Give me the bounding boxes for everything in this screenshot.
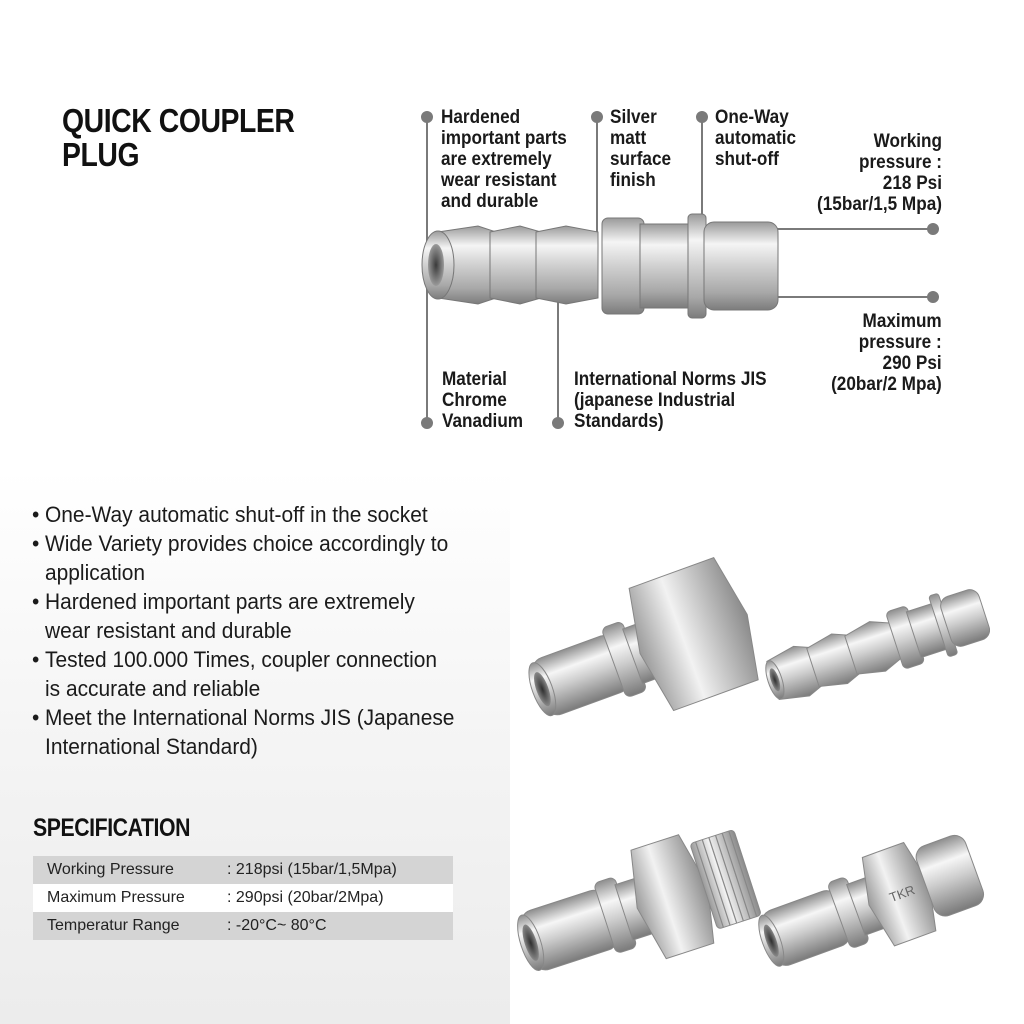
callout-dot-working <box>928 224 938 234</box>
male-thread-plug <box>504 818 766 980</box>
spec-value: : -20°C~ 80°C <box>225 912 453 940</box>
product-photos <box>490 500 990 980</box>
spec-value: : 290psi (20bar/2Mpa) <box>225 884 453 912</box>
title-line-1: QUICK COUPLER <box>62 102 295 139</box>
feature-item: • One-Way automatic shut-off in the socket <box>32 500 469 529</box>
callout-oneway: One-Way automatic shut-off <box>715 106 797 170</box>
tkr-marking: TKR <box>887 882 917 906</box>
feature-item: • Wide Variety provides choice accordingly to application <box>32 529 469 587</box>
feature-item: • Tested 100.000 Times, coupler connection is accurate and reliable <box>32 645 469 703</box>
feature-list <box>32 500 469 761</box>
callout-silver: Silver matt surface finish <box>610 106 672 191</box>
spec-label: Temperatur Range <box>33 912 225 940</box>
callout-dot-hardened <box>422 112 432 122</box>
spec-label: Maximum Pressure <box>33 884 225 912</box>
table-row <box>33 856 453 884</box>
tkr-hose-plug <box>747 823 990 980</box>
table-row <box>33 884 453 912</box>
callout-material: Material Chrome Vanadium <box>442 368 524 432</box>
callout-dot-norms <box>553 418 563 428</box>
feature-item: • Hardened important parts are extremely wear resistant and durable <box>32 587 469 645</box>
title-line-2: PLUG <box>62 136 140 173</box>
callout-dot-silver <box>592 112 602 122</box>
spec-label: Working Pressure <box>33 856 225 884</box>
callout-working-pressure: Working pressure : 218 Psi (15bar/1,5 Mpa) <box>817 130 942 215</box>
specification-table <box>33 856 453 940</box>
callout-hardened: Hardened important parts are extremely wear resistant and durable <box>441 106 567 212</box>
female-thread-plug <box>511 554 770 754</box>
specification-title: SPECIFICATION <box>33 814 191 842</box>
coupler-plug-illustration <box>422 214 778 318</box>
feature-item: • Meet the International Norms JIS (Japanese International Standard) <box>32 703 469 761</box>
callout-norms: International Norms JIS (japanese Industrial Standards) <box>574 368 767 432</box>
spec-value: : 218psi (15bar/1,5Mpa) <box>225 856 453 884</box>
callout-maximum-pressure: Maximum pressure : 290 Psi (20bar/2 Mpa) <box>831 310 942 395</box>
callout-dot-maximum <box>928 292 938 302</box>
callout-dot-material <box>422 418 432 428</box>
callout-dot-oneway <box>697 112 707 122</box>
table-row <box>33 912 453 940</box>
hose-barb-plug <box>758 581 990 712</box>
